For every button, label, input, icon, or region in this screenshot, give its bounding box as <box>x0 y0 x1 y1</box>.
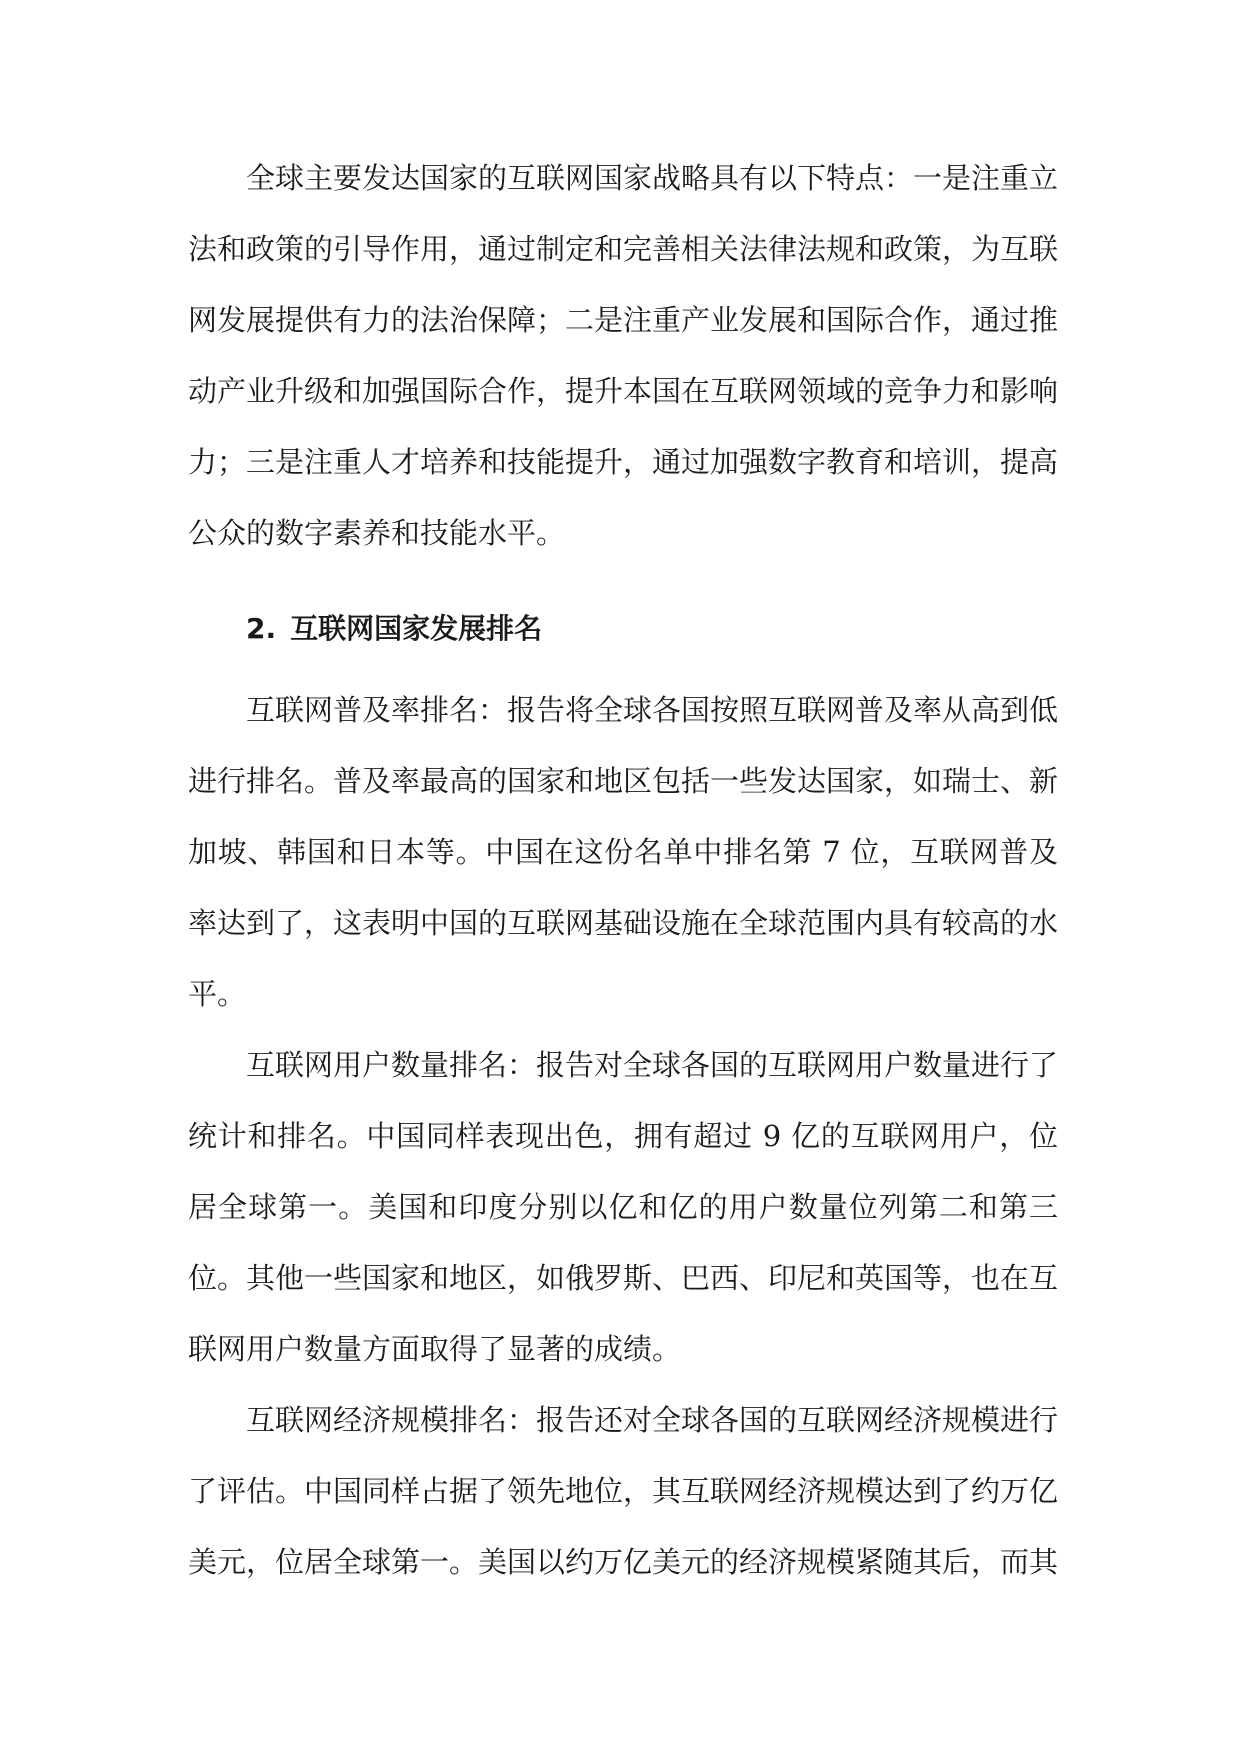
page-content <box>188 143 1058 1598</box>
paragraph-strategy-features: 全球主要发达国家的互联网国家战略具有以下特点：一是注重立法和政策的引导作用，通过制定和完善相关法律法规和政策，为互联网发展提供有力的法治保障；二是注重产业发展和国际合作，通过推动产业升级和加强国际合作，提升本国在互联网领域的竞争力和影响力；三是注重人才培养和技能提升，通过加强数字教育和培训，提高公众的数字素养和技能水平。 <box>188 161 1059 550</box>
paragraph-penetration-ranking: 互联网普及率排名：报告将全球各国按照互联网普及率从高到低进行排名。普及率最高的国家和地区包括一些发达国家，如瑞士、新加坡、韩国和日本等。中国在这份名单中排名第 7 位，互联网普及率达到了，这表明中国的互联网基础设施在全球范围内具有较高的水平。 <box>188 693 1059 1011</box>
section-number: 2. <box>246 612 277 645</box>
paragraph-economy-ranking: 互联网经济规模排名：报告还对全球各国的互联网经济规模进行了评估。中国同样占据了领先地位，其互联网经济规模达到了约万亿美元，位居全球第一。美国以约万亿美元的经济规模紧随其后，而其 <box>188 1403 1059 1579</box>
section-title: 互联网国家发展排名 <box>290 612 543 645</box>
section-heading <box>188 605 1058 653</box>
paragraph-user-count-ranking: 互联网用户数量排名：报告对全球各国的互联网用户数量进行了统计和排名。中国同样表现出色，拥有超过 9 亿的互联网用户，位居全球第一。美国和印度分别以亿和亿的用户数量位列第二和第三位。其他一些国家和地区，如俄罗斯、巴西、印尼和英国等，也在互联网用户数量方面取得了显著的成绩。 <box>188 1048 1059 1366</box>
section-spacer <box>188 569 1058 605</box>
